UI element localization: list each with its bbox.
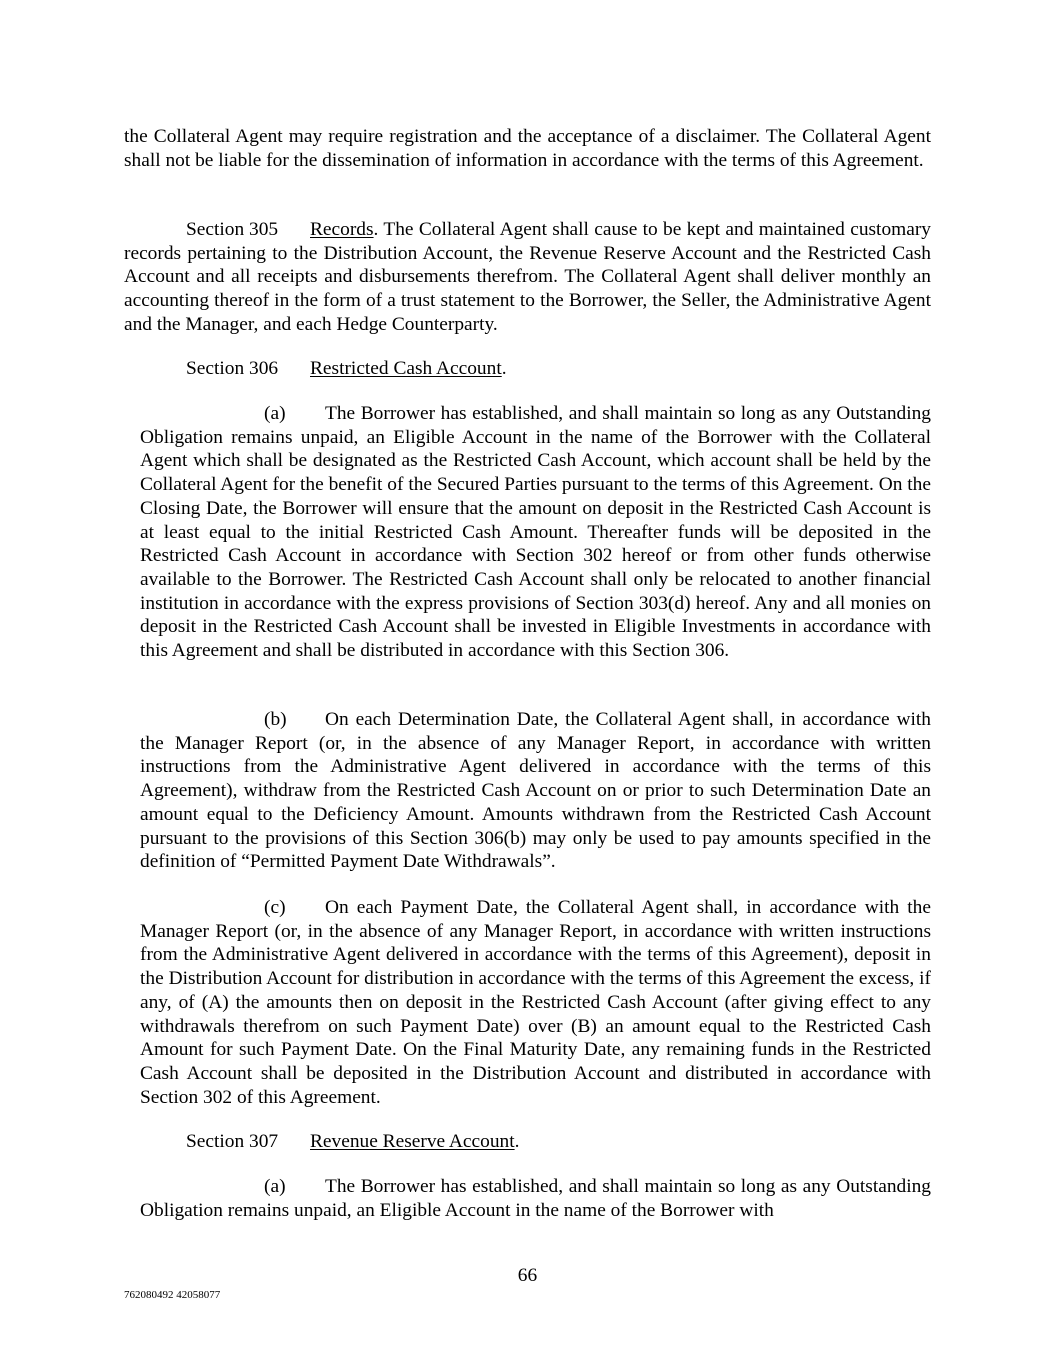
document-id: 762080492 42058077: [124, 1289, 221, 1301]
section-306-a-paragraph: [140, 402, 931, 663]
section-306-a-label: (a): [264, 403, 286, 424]
section-306-b-paragraph: [140, 708, 931, 874]
section-307-suffix: .: [514, 1131, 520, 1152]
section-305-text: . The Collateral Agent shall cause to be kept and maintained customary records pertaining to the Distribution Account, the Revenue Reserve Account and the Restricted Cash Account and all receipts and disbursements therefrom. The Collateral Agent shall deliver monthly an accounting thereof in the form of a trust statement to the Borrower, the Seller, the Administrative Agent and the Manager, and each Hedge Counterparty.: [124, 219, 931, 335]
section-307-title: Revenue Reserve Account: [310, 1131, 515, 1152]
section-307-a-label: (a): [264, 1176, 286, 1197]
section-306-c-text: On each Payment Date, the Collateral Agent shall, in accordance with the Manager Report (or, in the absence of any Manager Report, in accordance with written instructions from the Administrative Agent delivered in accordance with the terms of this Agreement), deposit in the Distribution Account for distribution in accordance with the terms of this Agreement the excess, if any, of (A) the amounts then on deposit in the Restricted Cash Account (after giving effect to any withdrawals therefrom on such Payment Date) over (B) an amount equal to the Restricted Cash Amount for such Payment Date. On the Final Maturity Date, any remaining funds in the Restricted Cash Account shall be deposited in the Distribution Account and distributed in accordance with Section 302 of this Agreement.: [140, 897, 931, 1108]
section-305-title: Records: [310, 219, 374, 240]
page-number: 66: [517, 1265, 538, 1286]
section-306-a-text: The Borrower has established, and shall maintain so long as any Outstanding Obligation remains unpaid, an Eligible Account in the name of the Borrower with the Collateral Agent which shall be designated as the Restricted Cash Account, which account shall be held by the Collateral Agent for the benefit of the Secured Parties pursuant to the terms of this Agreement. On the Closing Date, the Borrower will ensure that the amount on deposit in the Restricted Cash Account is at least equal to the initial Restricted Cash Amount. Thereafter funds will be deposited in the Restricted Cash Account in accordance with Section 302 hereof or from other funds otherwise available to the Borrower. The Restricted Cash Account shall only be relocated to another financial institution in accordance with the express provisions of Section 303(d) hereof. Any and all monies on deposit in the Restricted Cash Account shall be invested in Eligible Investments in accordance with this Agreement and shall be distributed in accordance with this Section 306.: [140, 403, 931, 662]
section-305-number: Section 305: [186, 219, 279, 240]
section-307-number: Section 307: [186, 1131, 279, 1152]
section-306-heading: [186, 357, 507, 381]
section-306-suffix: .: [501, 358, 507, 379]
section-306-b-label: (b): [264, 709, 287, 730]
section-306-c-label: (c): [264, 897, 286, 918]
section-306-number: Section 306: [186, 358, 279, 379]
section-307-a-paragraph: [140, 1175, 931, 1222]
section-307-a-text: The Borrower has established, and shall maintain so long as any Outstanding Obligation remains unpaid, an Eligible Account in the name of the Borrower with: [140, 1176, 931, 1221]
section-306-c-paragraph: [140, 896, 931, 1109]
section-307-heading: [186, 1130, 519, 1154]
section-306-b-text: On each Determination Date, the Collateral Agent shall, in accordance with the Manager Report (or, in the absence of any Manager Report, in accordance with written instructions from the Administrative Agent delivered in accordance with the terms of this Agreement), withdraw from the Restricted Cash Account on or prior to such Determination Date an amount equal to the Deficiency Amount. Amounts withdrawn from the Restricted Cash Account pursuant to the provisions of this Section 306(b) may only be used to pay amounts specified in the definition of “Permitted Payment Date Withdrawals”.: [140, 709, 931, 873]
section-306-title: Restricted Cash Account: [310, 358, 502, 379]
intro-paragraph: the Collateral Agent may require registration and the acceptance of a disclaimer. The Collateral Agent shall not be liable for the dissemination of information in accordance with the terms of this Agreement.: [124, 126, 931, 171]
section-305-paragraph: [124, 218, 931, 337]
